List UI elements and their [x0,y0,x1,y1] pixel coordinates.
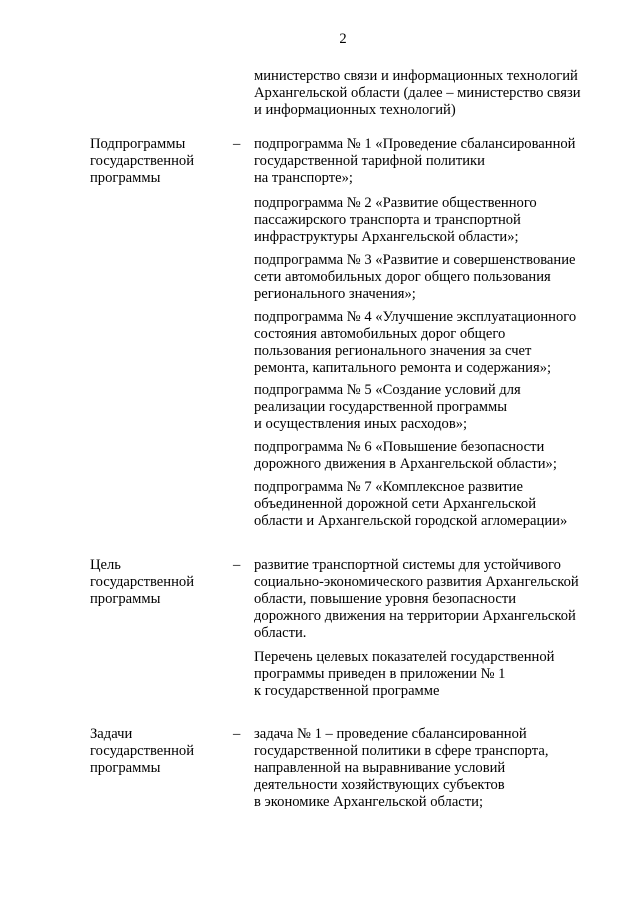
text-line: регионального значения»; [254,286,416,302]
text-line: области. [254,625,307,641]
dash-separator: – [233,136,241,152]
goal-label [90,557,230,608]
text-line: программы приведен в приложении № 1 [254,666,506,682]
text-line: подпрограмма № 2 «Развитие общественного [254,195,537,211]
text-line: подпрограмма № 1 «Проведение сбалансированной [254,136,576,152]
label-line: Подпрограммы [90,136,186,152]
subprogram-item [254,309,604,377]
text-line: дорожного движения на территории Архангельской [254,608,576,624]
text-line: инфраструктуры Архангельской области»; [254,229,519,245]
text-line: подпрограмма № 3 «Развитие и совершенствование [254,252,576,268]
goal-paragraph [254,557,604,642]
label-line: программы [90,760,161,776]
label-line: государственной [90,153,195,169]
subprogram-item [254,136,604,187]
subprogram-item [254,195,604,246]
text-line: дорожного движения в Архангельской области»; [254,456,557,472]
text-line: деятельности хозяйствующих субъектов [254,777,505,793]
label-line: программы [90,591,161,607]
text-line: подпрограмма № 5 «Создание условий для [254,382,521,398]
text-line: объединенной дорожной сети Архангельской [254,496,537,512]
text-line: направленной на выравнивание условий [254,760,506,776]
text-line: реализации государственной программы [254,399,508,415]
text-line: министерство связи и информационных технологий [254,68,578,84]
text-line: пассажирского транспорта и транспортной [254,212,521,228]
dash-separator: – [233,726,241,742]
text-line: состояния автомобильных дорог общего [254,326,506,342]
text-line: задача № 1 – проведение сбалансированной [254,726,527,742]
goal-indicators-paragraph [254,649,604,700]
text-line: к государственной программе [254,683,440,699]
dash-separator: – [233,557,241,573]
text-line: сети автомобильных дорог общего пользования [254,269,551,285]
text-line: на транспорте»; [254,170,353,186]
subprograms-label [90,136,230,187]
intro-paragraph [254,68,604,119]
text-line: Архангельской области (далее – министерство связи [254,85,581,101]
subprogram-item [254,382,604,433]
label-line: программы [90,170,161,186]
text-line: в экономике Архангельской области; [254,794,484,810]
text-line: государственной тарифной политики [254,153,485,169]
text-line: области, повышение уровня безопасности [254,591,517,607]
subprogram-item [254,252,604,303]
text-line: подпрограмма № 6 «Повышение безопасности [254,439,545,455]
text-line: и информационных технологий) [254,102,456,118]
label-line: Цель [90,557,121,573]
text-line: государственной политики в сфере транспорта, [254,743,549,759]
tasks-label [90,726,230,777]
subprogram-item [254,439,604,473]
text-line: развитие транспортной системы для устойчивого [254,557,561,573]
subprogram-item [254,479,604,530]
page-number: 2 [339,31,347,47]
task-paragraph [254,726,604,811]
text-line: Перечень целевых показателей государственной [254,649,555,665]
text-line: пользования регионального значения за счет [254,343,532,359]
text-line: области и Архангельской городской агломерации» [254,513,568,529]
text-line: социально-экономического развития Архангельской [254,574,579,590]
text-line: ремонта, капитального ремонта и содержания»; [254,360,552,376]
text-line: подпрограмма № 4 «Улучшение эксплуатационного [254,309,577,325]
label-line: Задачи [90,726,133,742]
label-line: государственной [90,574,195,590]
text-line: и осуществления иных расходов»; [254,416,468,432]
text-line: подпрограмма № 7 «Комплексное развитие [254,479,523,495]
label-line: государственной [90,743,195,759]
